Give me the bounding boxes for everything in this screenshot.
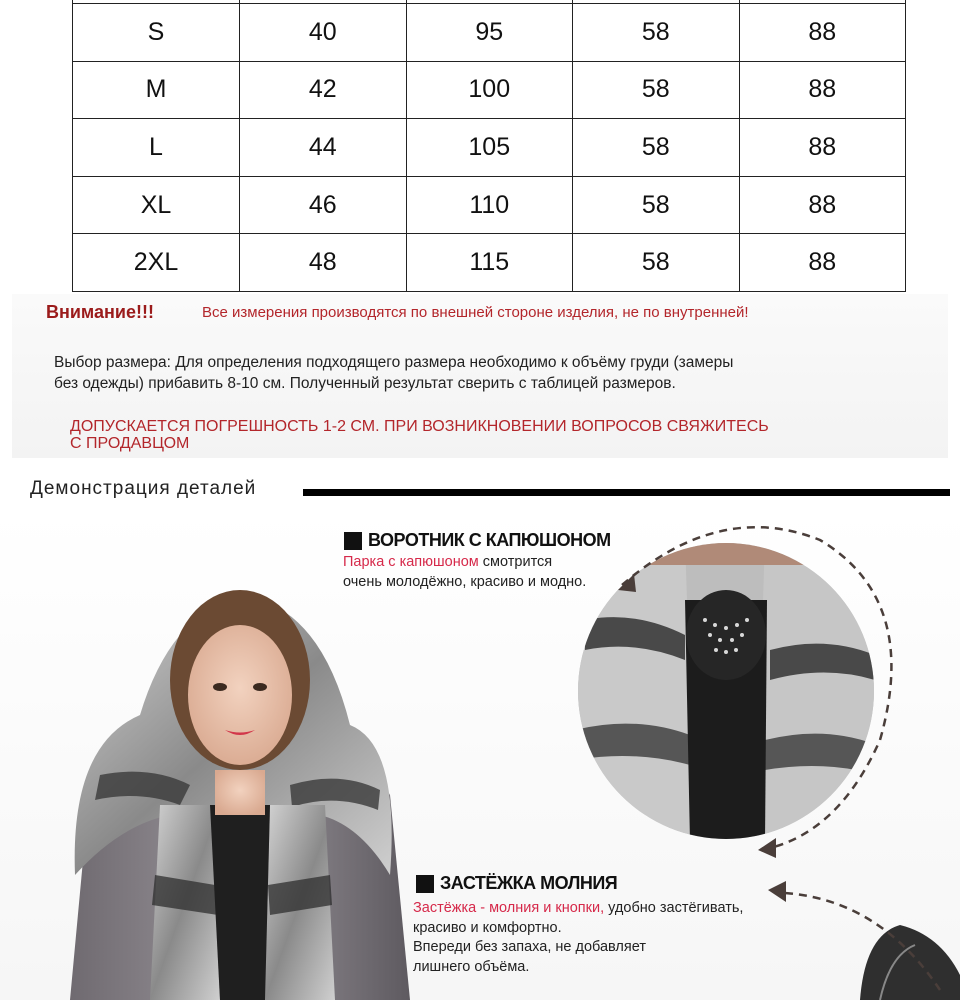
table-cell: 110 — [406, 176, 573, 234]
hood-feature-title: ВОРОТНИК С КАПЮШОНОМ — [344, 530, 611, 551]
hood-feature-description: Парка с капюшоном смотрится очень молодёжно, красиво и модно. — [343, 554, 587, 590]
table-row — [73, 61, 906, 119]
tolerance-note: ДОПУСКАЕТСЯ ПОГРЕШНОСТЬ 1-2 СМ. ПРИ ВОЗНИКНОВЕНИИ ВОПРОСОВ СВЯЖИТЕСЬ С ПРОДАВЦОМ — [70, 418, 769, 452]
size-choice-text: Выбор размера: Для определения подходящего размера необходимо к объёму груди (замеры без одежды) прибавить 8-10 см. Полученный результат сверить с таблицей размеров. — [54, 354, 734, 392]
table-cell: 46 — [240, 176, 407, 234]
table-cell: 48 — [240, 234, 407, 292]
table-cell: 88 — [739, 119, 906, 177]
size-table — [72, 0, 906, 292]
table-cell: 40 — [240, 4, 407, 62]
table-cell: 105 — [406, 119, 573, 177]
table-cell: 88 — [739, 234, 906, 292]
size-cell: M — [73, 61, 240, 119]
table-cell: 42 — [240, 61, 407, 119]
table-row — [73, 4, 906, 62]
size-cell: L — [73, 119, 240, 177]
table-cell: 44 — [240, 119, 407, 177]
table-cell: 58 — [573, 234, 740, 292]
table-row — [73, 119, 906, 177]
table-cell: 58 — [573, 176, 740, 234]
table-cell: 58 — [573, 4, 740, 62]
section-title: Демонстрация деталей — [30, 478, 257, 499]
square-bullet-icon — [416, 875, 434, 893]
size-cell: 2XL — [73, 234, 240, 292]
zipper-detail-photo — [820, 915, 960, 1000]
warning-text: Все измерения производятся по внешней стороне изделия, не по внутренней! — [202, 304, 749, 321]
size-cell: XL — [73, 176, 240, 234]
model-photo — [60, 575, 420, 1000]
size-notes-panel — [12, 294, 948, 458]
table-row — [73, 176, 906, 234]
table-cell: 58 — [573, 119, 740, 177]
table-cell: 95 — [406, 4, 573, 62]
zipper-feature-description: Застёжка - молния и кнопки, удобно застёгивать, красиво и комфортно. Впереди без запаха, не добавляет лишнего объёма. — [413, 900, 744, 975]
table-cell: 88 — [739, 4, 906, 62]
table-cell: 58 — [573, 61, 740, 119]
table-row — [73, 234, 906, 292]
square-bullet-icon — [344, 532, 362, 550]
table-cell: 88 — [739, 61, 906, 119]
table-cell: 100 — [406, 61, 573, 119]
warning-title: Внимание!!! — [46, 302, 154, 322]
zipper-feature-title: ЗАСТЁЖКА МОЛНИЯ — [416, 873, 617, 894]
section-divider — [303, 489, 950, 496]
table-cell: 88 — [739, 176, 906, 234]
table-cell: 115 — [406, 234, 573, 292]
size-cell: S — [73, 4, 240, 62]
